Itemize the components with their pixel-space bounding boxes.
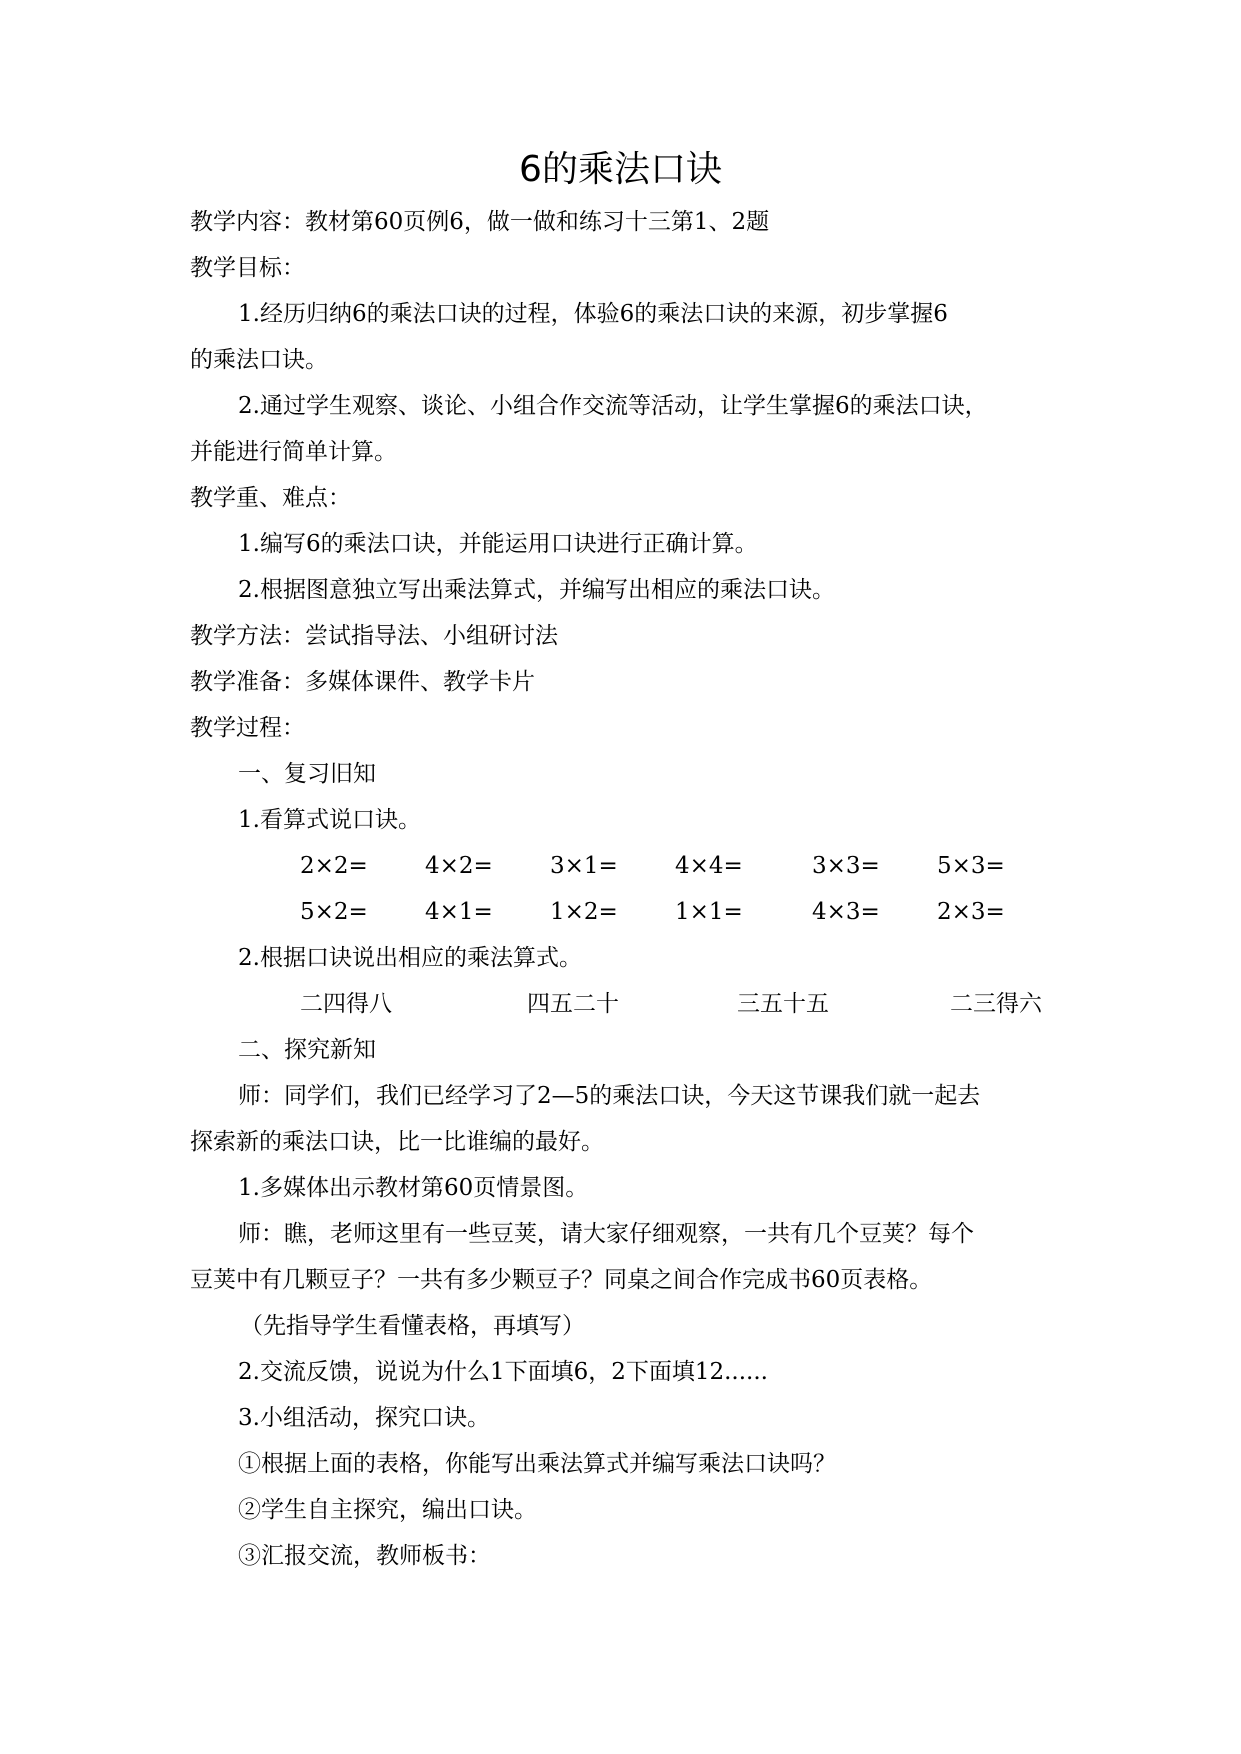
teacher-line-2a: 师：瞧，老师这里有一些豆荚，请大家仔细观察，一共有几个豆荚？每个 [238, 1221, 974, 1247]
section-explore-heading: 二、探究新知 [238, 1037, 376, 1063]
goal2-line2: 并能进行简单计算。 [190, 439, 397, 465]
expression: 5×3= [937, 853, 1005, 879]
review-step-1: 1.看算式说口诀。 [238, 807, 421, 833]
teacher-line-1a: 师：同学们，我们已经学习了2—5的乘法口诀，今天这节课我们就一起去 [238, 1083, 981, 1109]
expression: 4×2= [425, 853, 493, 879]
teaching-content: 教学内容：教材第60页例6，做一做和练习十三第1、2题 [190, 209, 770, 235]
rhyme: 二四得八 [300, 991, 392, 1017]
sub-step-2: ②学生自主探究，编出口诀。 [238, 1497, 537, 1523]
teacher-line-1b: 探索新的乘法口诀，比一比谁编的最好。 [190, 1129, 604, 1155]
explore-step-2: 2.交流反馈，说说为什么1下面填6，2下面填12...... [238, 1359, 768, 1385]
key-point-2: 2.根据图意独立写出乘法算式，并编写出相应的乘法口诀。 [238, 577, 835, 603]
expression: 3×3= [812, 853, 880, 879]
sub-step-1: ①根据上面的表格，你能写出乘法算式并编写乘法口诀吗？ [238, 1451, 836, 1477]
teaching-note: （先指导学生看懂表格，再填写） [240, 1313, 585, 1339]
review-step-2: 2.根据口诀说出相应的乘法算式。 [238, 945, 582, 971]
expression: 2×2= [300, 853, 368, 879]
expression: 4×1= [425, 899, 493, 925]
expression: 4×3= [812, 899, 880, 925]
key-heading: 教学重、难点： [190, 485, 351, 511]
page-title: 6的乘法口诀 [519, 149, 722, 190]
expression: 5×2= [300, 899, 368, 925]
goal1-line2: 的乘法口诀。 [190, 347, 328, 373]
teacher-line-2b: 豆荚中有几颗豆子？一共有多少颗豆子？同桌之间合作完成书60页表格。 [190, 1267, 933, 1293]
key-point-1: 1.编写6的乘法口诀，并能运用口诀进行正确计算。 [238, 531, 758, 557]
sub-step-3: ③汇报交流，教师板书： [238, 1543, 491, 1569]
goal1-line1: 1.经历归纳6的乘法口诀的过程，体验6的乘法口诀的来源，初步掌握6 [238, 301, 948, 327]
expression: 1×2= [550, 899, 618, 925]
expression: 4×4= [675, 853, 743, 879]
explore-step-3: 3.小组活动，探究口诀。 [238, 1405, 490, 1431]
teaching-method: 教学方法：尝试指导法、小组研讨法 [190, 623, 558, 649]
expression: 1×1= [675, 899, 743, 925]
expression: 2×3= [937, 899, 1005, 925]
explore-step-1: 1.多媒体出示教材第60页情景图。 [238, 1175, 589, 1201]
process-heading: 教学过程： [190, 715, 305, 741]
goal2-line1: 2.通过学生观察、谈论、小组合作交流等活动，让学生掌握6的乘法口诀， [238, 393, 988, 419]
rhyme: 四五二十 [527, 991, 619, 1017]
rhyme: 三五十五 [737, 991, 829, 1017]
goals-heading: 教学目标： [190, 255, 305, 281]
expression: 3×1= [550, 853, 618, 879]
section-review-heading: 一、复习旧知 [238, 761, 376, 787]
teaching-preparation: 教学准备：多媒体课件、教学卡片 [190, 669, 535, 695]
rhyme: 二三得六 [950, 991, 1042, 1017]
